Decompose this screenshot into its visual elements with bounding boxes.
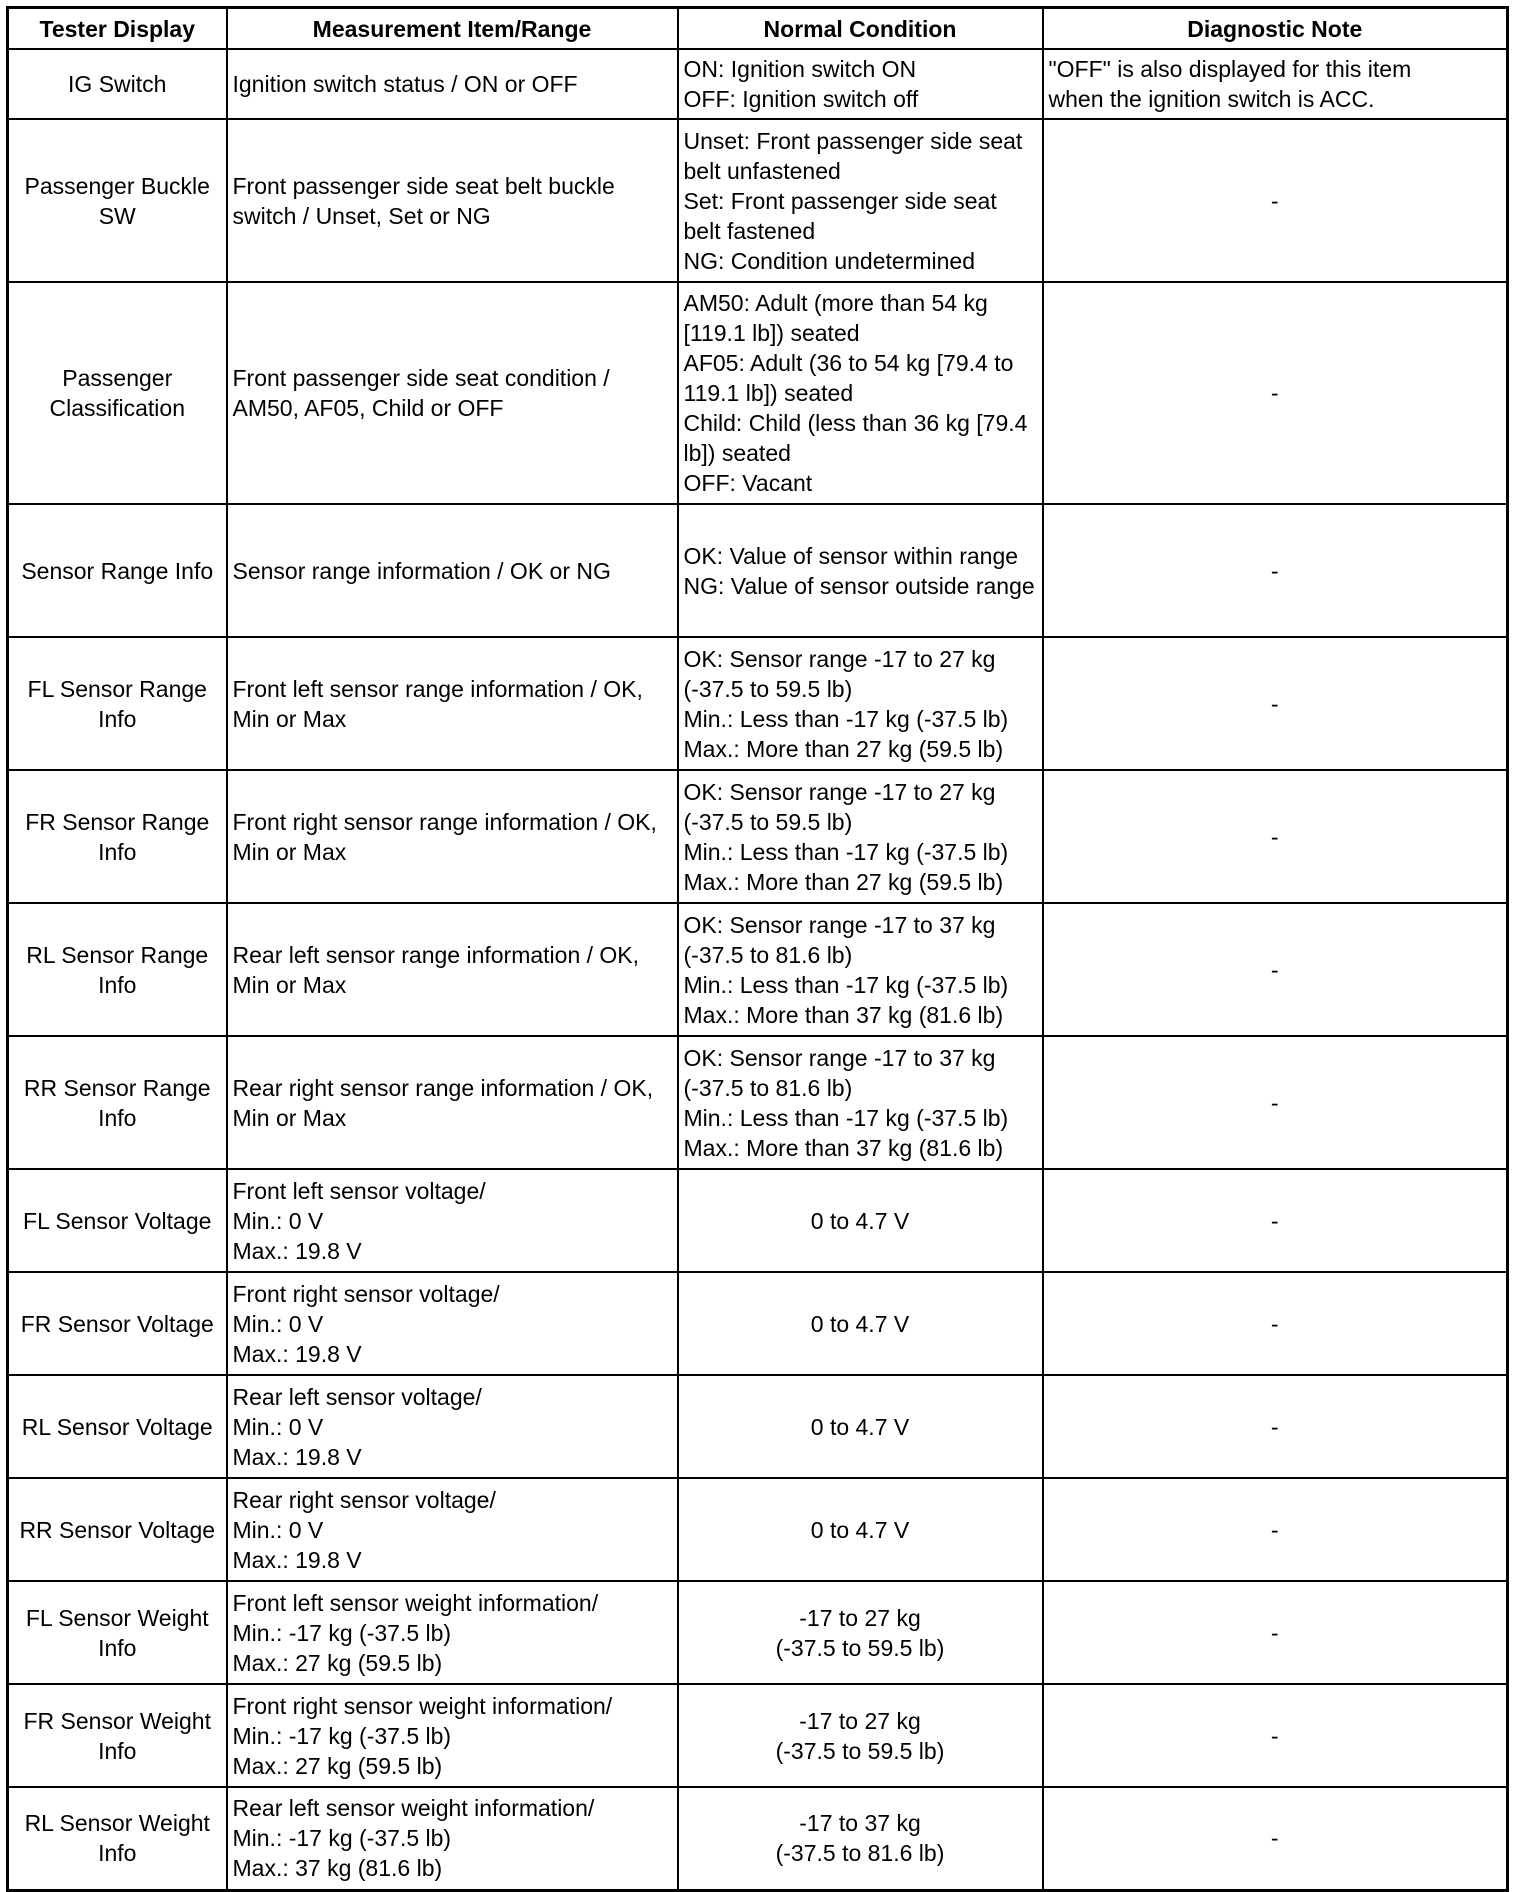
tester-display-cell: RR Sensor Voltage — [8, 1478, 227, 1581]
diagnostic-note-cell: - — [1043, 1581, 1508, 1684]
normal-condition-cell: ON: Ignition switch ON OFF: Ignition switch off — [678, 49, 1043, 119]
table-row — [8, 1272, 1508, 1375]
normal-condition-cell: -17 to 27 kg (-37.5 to 59.5 lb) — [678, 1684, 1043, 1787]
measurement-cell: Front passenger side seat condition / AM50, AF05, Child or OFF — [227, 282, 678, 504]
measurement-cell: Front passenger side seat belt buckle switch / Unset, Set or NG — [227, 119, 678, 282]
measurement-cell: Rear right sensor voltage/ Min.: 0 V Max.: 19.8 V — [227, 1478, 678, 1581]
diagnostic-note-cell: - — [1043, 1272, 1508, 1375]
normal-condition-cell: -17 to 27 kg (-37.5 to 59.5 lb) — [678, 1581, 1043, 1684]
normal-condition-cell: -17 to 37 kg (-37.5 to 81.6 lb) — [678, 1787, 1043, 1890]
table-row — [8, 282, 1508, 504]
diagnostic-note-cell: - — [1043, 1169, 1508, 1272]
table-row — [8, 504, 1508, 637]
diagnostic-note-cell: "OFF" is also displayed for this item when the ignition switch is ACC. — [1043, 49, 1508, 119]
tester-display-cell: RL Sensor Weight Info — [8, 1787, 227, 1890]
measurement-cell: Rear left sensor range information / OK, Min or Max — [227, 903, 678, 1036]
table-row — [8, 903, 1508, 1036]
tester-display-cell: RL Sensor Range Info — [8, 903, 227, 1036]
diagnostic-note-cell: - — [1043, 282, 1508, 504]
diagnostic-note-cell: - — [1043, 637, 1508, 770]
measurement-cell: Front left sensor voltage/ Min.: 0 V Max.: 19.8 V — [227, 1169, 678, 1272]
normal-condition-cell: AM50: Adult (more than 54 kg [119.1 lb]) seated AF05: Adult (36 to 54 kg [79.4 to 119.1 lb]) seated Child: Child (less than 36 kg [79.4 lb]) seated OFF: Vacant — [678, 282, 1043, 504]
tester-display-cell: FR Sensor Voltage — [8, 1272, 227, 1375]
tester-display-cell: FL Sensor Weight Info — [8, 1581, 227, 1684]
diagnostic-note-cell: - — [1043, 903, 1508, 1036]
normal-condition-cell: 0 to 4.7 V — [678, 1169, 1043, 1272]
tester-display-cell: FL Sensor Range Info — [8, 637, 227, 770]
tester-display-cell: RR Sensor Range Info — [8, 1036, 227, 1169]
data-list-table-container — [6, 6, 1506, 1892]
tester-display-cell: FR Sensor Range Info — [8, 770, 227, 903]
diagnostic-note-cell: - — [1043, 1478, 1508, 1581]
diagnostic-note-cell: - — [1043, 1787, 1508, 1890]
tester-display-cell: Sensor Range Info — [8, 504, 227, 637]
table-row — [8, 1169, 1508, 1272]
normal-condition-cell: Unset: Front passenger side seat belt unfastened Set: Front passenger side seat belt fastened NG: Condition undetermined — [678, 119, 1043, 282]
header-measurement-item: Measurement Item/Range — [227, 8, 678, 50]
table-row — [8, 119, 1508, 282]
normal-condition-cell: 0 to 4.7 V — [678, 1478, 1043, 1581]
measurement-cell: Rear left sensor voltage/ Min.: 0 V Max.: 19.8 V — [227, 1375, 678, 1478]
table-row — [8, 1684, 1508, 1787]
tester-display-cell: FL Sensor Voltage — [8, 1169, 227, 1272]
normal-condition-cell: OK: Sensor range -17 to 27 kg (-37.5 to 59.5 lb) Min.: Less than -17 kg (-37.5 lb) Max.: More than 27 kg (59.5 lb) — [678, 637, 1043, 770]
normal-condition-cell: 0 to 4.7 V — [678, 1375, 1043, 1478]
measurement-cell: Front left sensor range information / OK, Min or Max — [227, 637, 678, 770]
normal-condition-cell: OK: Sensor range -17 to 37 kg (-37.5 to 81.6 lb) Min.: Less than -17 kg (-37.5 lb) Max.: More than 37 kg (81.6 lb) — [678, 1036, 1043, 1169]
measurement-cell: Ignition switch status / ON or OFF — [227, 49, 678, 119]
diagnostic-note-cell: - — [1043, 119, 1508, 282]
table-row — [8, 1478, 1508, 1581]
header-normal-condition: Normal Condition — [678, 8, 1043, 50]
table-row — [8, 1036, 1508, 1169]
tester-display-cell: IG Switch — [8, 49, 227, 119]
diagnostic-note-cell: - — [1043, 1684, 1508, 1787]
table-row — [8, 770, 1508, 903]
normal-condition-cell: OK: Value of sensor within range NG: Value of sensor outside range — [678, 504, 1043, 637]
diagnostic-note-cell: - — [1043, 770, 1508, 903]
measurement-cell: Front right sensor voltage/ Min.: 0 V Max.: 19.8 V — [227, 1272, 678, 1375]
tester-display-cell: Passenger Buckle SW — [8, 119, 227, 282]
measurement-cell: Rear right sensor range information / OK, Min or Max — [227, 1036, 678, 1169]
diagnostic-note-cell: - — [1043, 1036, 1508, 1169]
normal-condition-cell: 0 to 4.7 V — [678, 1272, 1043, 1375]
table-row — [8, 637, 1508, 770]
header-tester-display: Tester Display — [8, 8, 227, 50]
diagnostic-note-cell: - — [1043, 1375, 1508, 1478]
normal-condition-cell: OK: Sensor range -17 to 37 kg (-37.5 to 81.6 lb) Min.: Less than -17 kg (-37.5 lb) Max.: More than 37 kg (81.6 lb) — [678, 903, 1043, 1036]
tester-display-cell: RL Sensor Voltage — [8, 1375, 227, 1478]
header-row — [8, 8, 1508, 50]
measurement-cell: Rear left sensor weight information/ Min.: -17 kg (-37.5 lb) Max.: 37 kg (81.6 lb) — [227, 1787, 678, 1890]
table-row — [8, 1787, 1508, 1890]
table-row — [8, 49, 1508, 119]
table-row — [8, 1375, 1508, 1478]
measurement-cell: Front right sensor weight information/ Min.: -17 kg (-37.5 lb) Max.: 27 kg (59.5 lb) — [227, 1684, 678, 1787]
measurement-cell: Front left sensor weight information/ Min.: -17 kg (-37.5 lb) Max.: 27 kg (59.5 lb) — [227, 1581, 678, 1684]
header-diagnostic-note: Diagnostic Note — [1043, 8, 1508, 50]
measurement-cell: Front right sensor range information / OK, Min or Max — [227, 770, 678, 903]
measurement-cell: Sensor range information / OK or NG — [227, 504, 678, 637]
data-list-table — [6, 6, 1509, 1892]
diagnostic-note-cell: - — [1043, 504, 1508, 637]
normal-condition-cell: OK: Sensor range -17 to 27 kg (-37.5 to 59.5 lb) Min.: Less than -17 kg (-37.5 lb) Max.: More than 27 kg (59.5 lb) — [678, 770, 1043, 903]
tester-display-cell: Passenger Classification — [8, 282, 227, 504]
tester-display-cell: FR Sensor Weight Info — [8, 1684, 227, 1787]
table-row — [8, 1581, 1508, 1684]
